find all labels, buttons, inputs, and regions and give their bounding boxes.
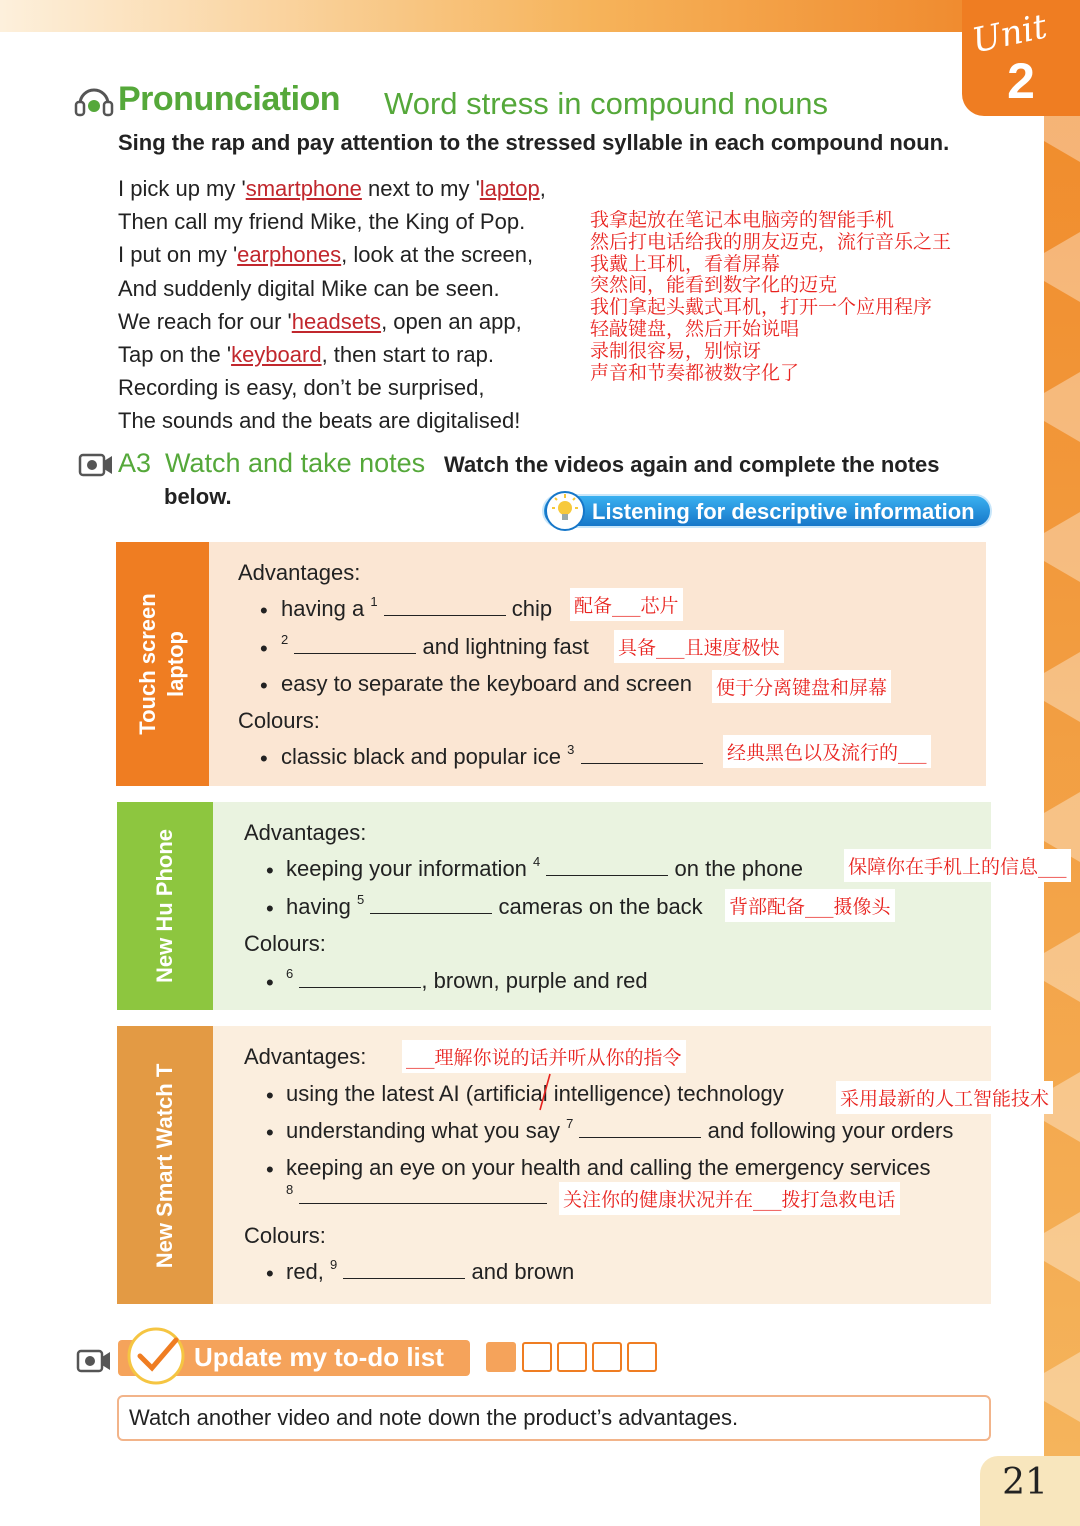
- todo-checkbox-filled: [486, 1342, 516, 1372]
- a3-title: Watch and take notes: [165, 448, 426, 478]
- rap-line: Tap on the 'keyboard, then start to rap.: [118, 342, 495, 368]
- todo-task-box: [117, 1395, 991, 1441]
- note-item: $^2$ and lightning fast: [281, 632, 589, 659]
- note-item: $^6$ , brown, purple and red: [286, 966, 648, 993]
- touch-screen-laptop-box: Touch screen laptop Advantages: • having a $^1$ chip • $^2$ and lightning fast • easy to separate the keyboard and screen Colours: • classic black and popular ice $^3$ 配备___芯片 具备___且速度极快 便于分离键盘和屏幕 经典黑色以及流行的___: [116, 542, 986, 786]
- box-side-label: [117, 1026, 213, 1304]
- handwritten-note: 具备___且速度极快: [614, 630, 784, 663]
- skill-pill: [542, 494, 992, 528]
- video-camera-icon: [78, 452, 114, 478]
- rap-line: Then call my friend Mike, the King of Pop.: [118, 209, 526, 235]
- handwritten-note: 背部配备___摄像头: [725, 889, 895, 922]
- translation-line: 然后打电话给我的朋友迈克，流行音乐之王: [590, 230, 952, 253]
- todo-title: Update my to-do list: [194, 1342, 444, 1372]
- translation-line: 突然间，能看到数字化的迈克: [590, 274, 838, 297]
- headphones-icon: [72, 84, 116, 120]
- todo-checkbox[interactable]: [557, 1342, 587, 1372]
- skill-pill-label: Listening for descriptive information: [592, 499, 975, 524]
- a3-label: A3: [118, 448, 152, 478]
- handwritten-note: 保障你在手机上的信息___: [844, 849, 1071, 882]
- pronunciation-subtitle: Word stress in compound nouns: [384, 86, 828, 121]
- unit-label: Unit: [968, 6, 1051, 62]
- lightbulb-icon: [544, 490, 586, 532]
- note-item: easy to separate the keyboard and screen: [281, 671, 692, 696]
- new-smart-watch-box: New Smart Watch T Advantages: • using the latest AI (artificial intelligence) technology • understanding what you say $^7$ and following your orders • keeping an eye on your health and calling the emergency services $^8$ Colours: • red, $^9$ and brown ___理解你说的话并听从你的指令 采用最新的人工智能技术 关注你的健康状况并在___拨打急救电话: [117, 1026, 991, 1304]
- translation-line: 我拿起放在笔记本电脑旁的智能手机: [590, 209, 895, 231]
- note-item: classic black and popular ice $^3$: [281, 744, 703, 770]
- colours-heading: Colours:: [244, 1223, 326, 1248]
- side-stripe: [1044, 32, 1080, 1462]
- rap-line: And suddenly digital Mike can be seen.: [118, 275, 500, 301]
- colours-heading: Colours:: [244, 931, 326, 956]
- top-banner: [0, 0, 1080, 32]
- rap-line: The sounds and the beats are digitalised!: [118, 408, 521, 434]
- note-item: having a $^1$ chip: [281, 594, 553, 621]
- translation-line: 轻敲键盘，然后开始说唱: [590, 317, 800, 340]
- advantages-heading: Advantages:: [244, 1044, 367, 1069]
- translation-notes: [590, 210, 951, 384]
- new-hu-phone-box: New Hu Phone Advantages: • keeping your information $^4$ on the phone • having $^5$ cameras on the back Colours: • $^6$ , brown, purple and red 保障你在手机上的信息___ 背部配备___摄像头: [117, 802, 991, 1010]
- todo-checkbox[interactable]: [522, 1342, 552, 1372]
- note-item: understanding what you say $^7$ and following your orders: [286, 1116, 954, 1143]
- rap-line: Recording is easy, don’t be surprised,: [118, 375, 485, 401]
- todo-checkbox[interactable]: [627, 1342, 657, 1372]
- handwritten-note: 经典黑色以及流行的___: [723, 735, 931, 768]
- note-item: keeping an eye on your health and calling the emergency services: [286, 1155, 931, 1180]
- side-label-text: Touch screen laptop: [135, 593, 188, 735]
- pronunciation-title: Pronunciation: [118, 80, 341, 118]
- unit-tab: [962, 0, 1080, 116]
- side-label-text: New Hu Phone: [152, 829, 177, 984]
- translation-line: 我们拿起头戴式耳机，打开一个应用程序: [590, 296, 933, 319]
- todo-task: Watch another video and note down the product’s advantages.: [129, 1405, 739, 1430]
- box-side-label: [117, 802, 213, 1010]
- translation-line: 声音和节奏都被数字化了: [590, 361, 800, 384]
- rap-text: [118, 172, 546, 438]
- rap-line: I put on my 'earphones, look at the screen,: [118, 242, 534, 268]
- video-camera-icon: [76, 1348, 112, 1374]
- pen-mark: [536, 1072, 554, 1112]
- unit-number: 2: [1007, 53, 1035, 109]
- rap-line: We reach for our 'headsets, open an app,: [118, 308, 522, 334]
- handwritten-note: ___理解你说的话并听从你的指令: [402, 1040, 686, 1073]
- note-item: 8: [286, 1184, 547, 1210]
- handwritten-note: 配备___芯片: [570, 588, 683, 621]
- todo-checkbox[interactable]: [592, 1342, 622, 1372]
- pronunciation-instruction: Sing the rap and pay attention to the stressed syllable in each compound noun.: [118, 130, 950, 155]
- page-number: 21: [1002, 1462, 1048, 1503]
- rap-line: I pick up my 'smartphone next to my 'laptop,: [118, 176, 546, 201]
- handwritten-note: 采用最新的人工智能技术: [836, 1081, 1053, 1114]
- a3-instruction-cont: below.: [164, 484, 232, 509]
- handwritten-note: 关注你的健康状况并在___拨打急救电话: [559, 1182, 900, 1215]
- note-item: keeping your information $^4$ on the phone: [286, 854, 803, 881]
- advantages-heading: Advantages:: [244, 820, 367, 845]
- translation-line: 我戴上耳机，看着屏幕: [590, 252, 781, 275]
- colours-heading: Colours:: [238, 708, 320, 733]
- checkmark-icon: [126, 1326, 186, 1386]
- note-item: having $^5$ cameras on the back: [286, 892, 703, 919]
- a3-instruction: Watch the videos again and complete the notes: [444, 452, 940, 477]
- side-label-text: New Smart Watch T: [152, 1063, 177, 1269]
- translation-line: 录制很容易，别惊讶: [590, 339, 762, 362]
- handwritten-note: 便于分离键盘和屏幕: [712, 670, 891, 703]
- box-side-label: [116, 542, 209, 786]
- note-item: red, $^9$ and brown: [286, 1257, 575, 1284]
- advantages-heading: Advantages:: [238, 560, 361, 585]
- note-item: using the latest AI (artificial intelligence) technology: [286, 1081, 784, 1106]
